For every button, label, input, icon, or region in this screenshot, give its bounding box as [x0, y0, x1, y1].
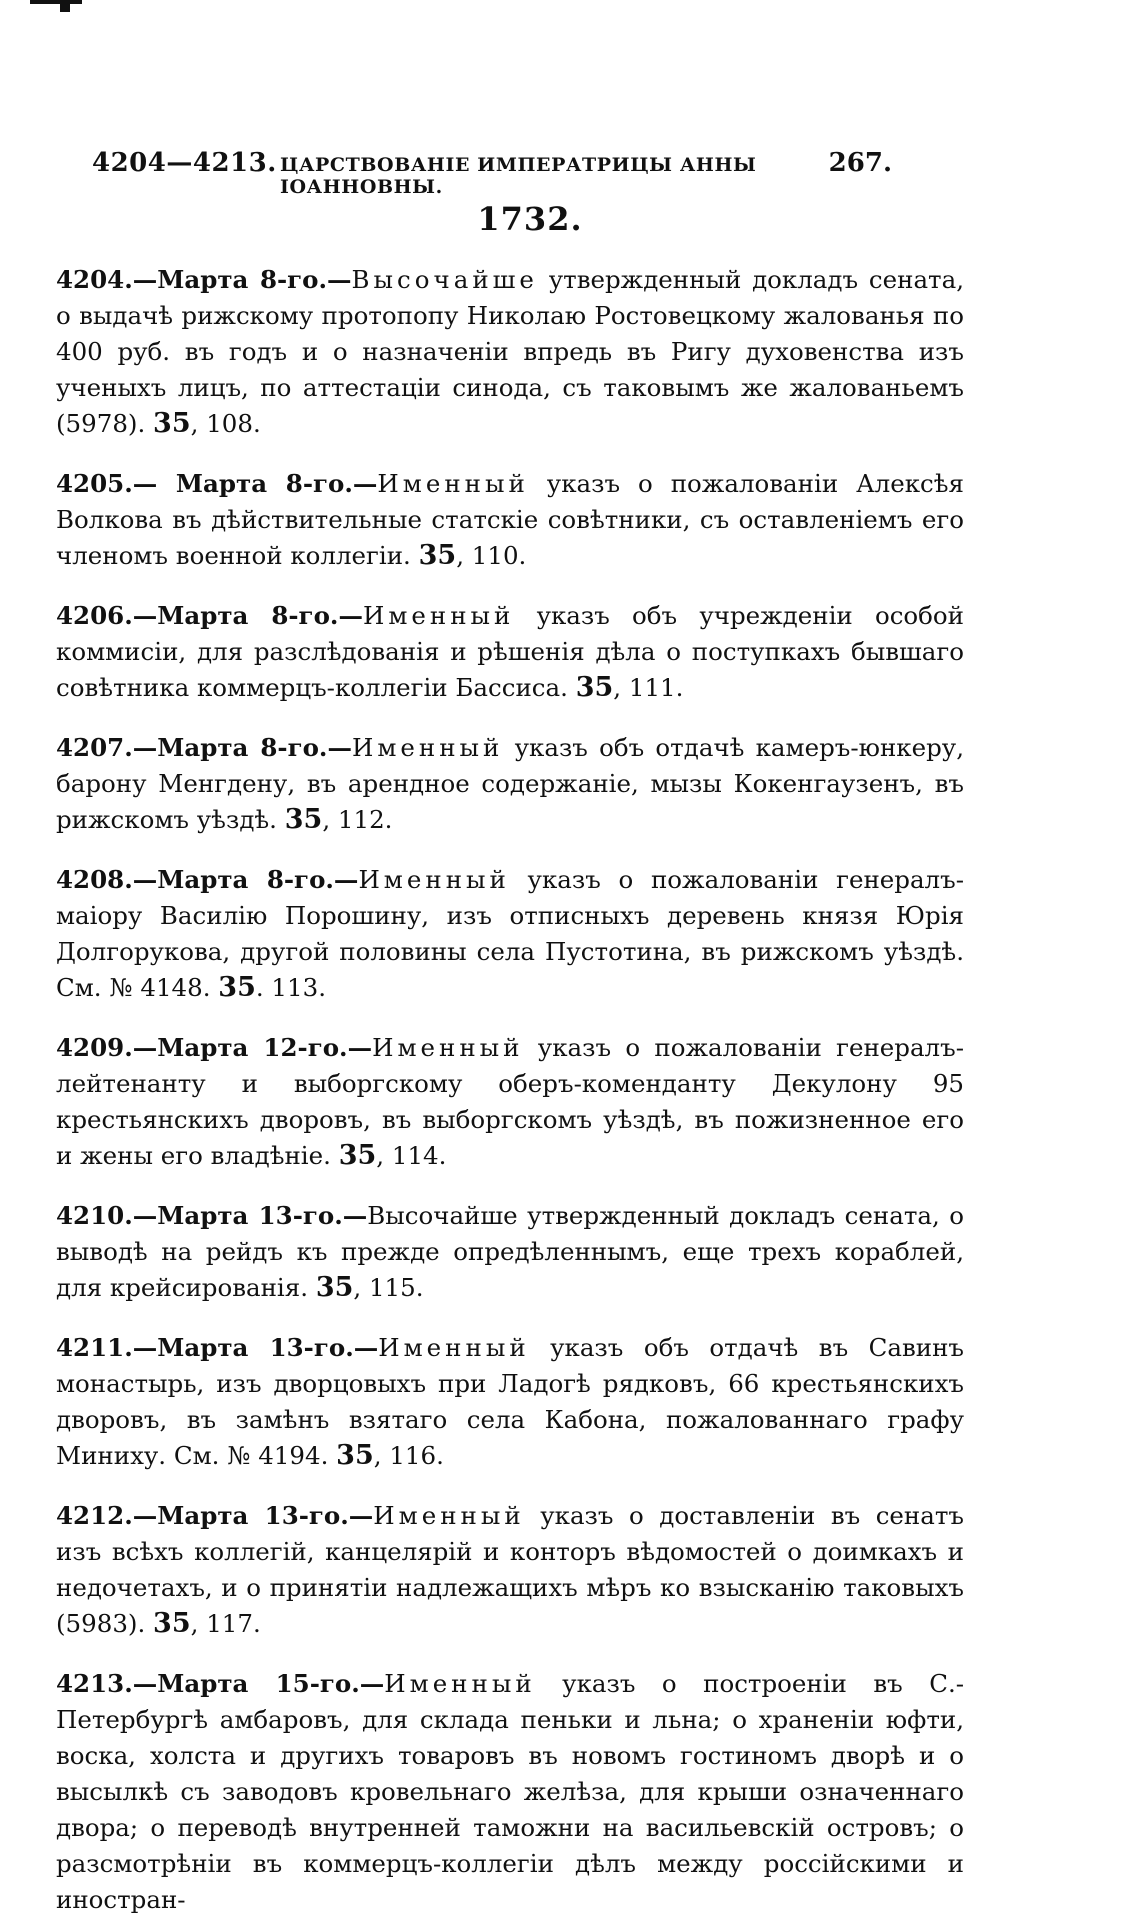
volume-number: 35 — [284, 804, 323, 835]
entry-type: Именный — [372, 1033, 524, 1062]
entry-text: утвержденный докладъ сената, о выдачѣ рижскому протопопу Николаю Ростовецкому жалованья по 400 руб. въ годъ и о назначеніи впредь въ Ригу духовенства изъ ученыхъ лицъ, по аттестаціи синода, съ таковымъ же жалованьемъ (5978). — [56, 265, 964, 438]
entry-4204 — [56, 262, 964, 442]
page-reference: . 113. — [255, 973, 326, 1002]
page-number: 267. — [828, 148, 892, 178]
entry-4211 — [56, 1330, 964, 1474]
entry-number: 4204. — [56, 265, 133, 294]
page-reference: , 114. — [376, 1141, 447, 1170]
volume-number: 35 — [575, 672, 614, 703]
entry-date: —Марта 8-го.— — [132, 865, 359, 894]
entry-text: указъ о доставленіи въ сенатъ изъ всѣхъ коллегій, канцелярій и конторъ вѣдомостей о доимкахъ и недочетахъ, и о принятіи надлежащихъ мѣръ ко взысканію таковыхъ (5983). — [56, 1501, 964, 1638]
entry-date: —Марта 15-го.— — [132, 1669, 385, 1698]
entry-text: указъ о построеніи въ С.-Петербургѣ амбаровъ, для склада пеньки и льна; о храненіи юфти, воска, холста и другихъ товаровъ въ новомъ гостиномъ дворѣ и о высылкѣ съ заводовъ кровельнаго желѣза, для крыши означеннаго двора; о переводѣ внутренней таможни на васильевскій островъ; о разсмотрѣніи въ коммерцъ-коллегіи дѣлъ между россійскими и иностран- — [56, 1669, 965, 1914]
entry-text: указъ о пожалованіи Алексѣя Волкова въ дѣйствительные статскіе совѣтники, съ оставленіемъ его членомъ военной коллегіи. — [56, 469, 964, 570]
entry-type: Именный — [362, 601, 515, 630]
entry-text: Высочайше утвержденный докладъ сената, о выводѣ на рейдъ къ прежде опредѣленнымъ, еще трехъ кораблей, для крейсированія. — [56, 1201, 964, 1302]
page-reference: , 111. — [613, 673, 684, 702]
page-reference: , 112. — [322, 805, 393, 834]
entry-text: указъ объ отдачѣ въ Савинъ монастырь, изъ дворцовыхъ при Ладогѣ рядковъ, 66 крестьянскихъ дворовъ, въ замѣнъ взятаго села Кабона, пожалованнаго графу Миниху. См. № 4194. — [56, 1333, 964, 1470]
running-title: ЦАРСТВОВАНІЕ ИМПЕРАТРИЦЫ АННЫ ІОАННОВНЫ. — [280, 154, 757, 198]
year-heading: 1732. — [477, 200, 583, 238]
entry-text: указъ о пожалованіи генералъ-лейтенанту и выборгскому оберъ-коменданту Декулону 95 крестьянскихъ дворовъ, въ выборгскомъ уѣздѣ, въ пожизненное его и жены его владѣніе. — [56, 1033, 964, 1170]
entry-4208 — [56, 862, 964, 1006]
entry-number: 4210. — [56, 1201, 133, 1230]
volume-number: 35 — [338, 1140, 377, 1171]
page-reference: , 108. — [190, 409, 261, 438]
volume-number: 35 — [315, 1272, 354, 1303]
entry-date: —Марта 13-го.— — [132, 1333, 379, 1362]
entry-number: 4209. — [56, 1033, 133, 1062]
entry-number: 4205. — [56, 469, 133, 498]
page-reference: , 117. — [190, 1609, 261, 1638]
page-edge-mark — [30, 0, 90, 18]
entry-number: 4206. — [56, 601, 133, 630]
entry-number: 4213. — [56, 1669, 133, 1698]
entry-date: —Марта 12-го.— — [132, 1033, 373, 1062]
edge-mark-graphic — [30, 0, 90, 18]
page-reference: , 116. — [373, 1441, 444, 1470]
entry-date: —Марта 13-го.— — [132, 1501, 374, 1530]
entry-date: —Марта 8-го.— — [132, 733, 352, 762]
entry-number: 4208. — [56, 865, 133, 894]
entry-type: Именный — [358, 865, 510, 894]
entry-type: Именный — [378, 1333, 530, 1362]
entry-4213 — [56, 1666, 964, 1918]
running-head — [92, 148, 892, 198]
entry-4205 — [56, 466, 964, 574]
page-reference: , 110. — [456, 541, 527, 570]
entry-type: Именный — [384, 1669, 536, 1698]
entry-text: указъ объ отдачѣ камеръ-юнкеру, барону Менгдену, въ арендное содержаніе, мызы Кокенгаузенъ, въ рижскомъ уѣздѣ. — [56, 733, 965, 834]
page-reference: , 115. — [353, 1273, 424, 1302]
volume-number: 35 — [218, 972, 256, 1003]
entry-number: 4211. — [56, 1333, 133, 1362]
entry-4212 — [56, 1498, 964, 1642]
entry-number: 4207. — [56, 733, 133, 762]
volume-number: 35 — [418, 540, 457, 571]
volume-number: 35 — [153, 1608, 191, 1639]
entry-4210 — [56, 1198, 964, 1306]
entry-type: Именный — [351, 733, 504, 762]
entry-date: — Марта 8-го.— — [132, 469, 378, 498]
volume-number: 35 — [153, 408, 191, 439]
entry-4207 — [56, 730, 964, 838]
entry-type: Высочайше — [351, 265, 538, 294]
volume-number: 35 — [336, 1440, 374, 1471]
entries-list — [56, 262, 965, 1914]
entry-4209 — [56, 1030, 964, 1174]
entry-date: —Марта 8-го.— — [132, 601, 363, 630]
entry-date: —Марта 13-го.— — [132, 1201, 368, 1230]
entry-range: 4204—4213. — [92, 148, 277, 178]
entry-4206 — [56, 598, 964, 706]
entry-type: Именный — [373, 1501, 525, 1530]
entry-type: Именный — [377, 469, 529, 498]
entry-text: указъ объ учрежденіи особой коммисіи, для разслѣдованія и рѣшенія дѣла о поступкахъ бывшаго совѣтника коммерцъ-коллегіи Бассиса. — [56, 601, 965, 702]
entry-date: —Марта 8-го.— — [132, 265, 352, 294]
entry-number: 4212. — [56, 1501, 133, 1530]
entry-text: указъ о пожалованіи генералъ-маіору Василію Порошину, изъ отписныхъ деревень князя Юрія Долгорукова, другой половины села Пустотина, въ рижскомъ уѣздѣ. См. № 4148. — [56, 865, 964, 1002]
